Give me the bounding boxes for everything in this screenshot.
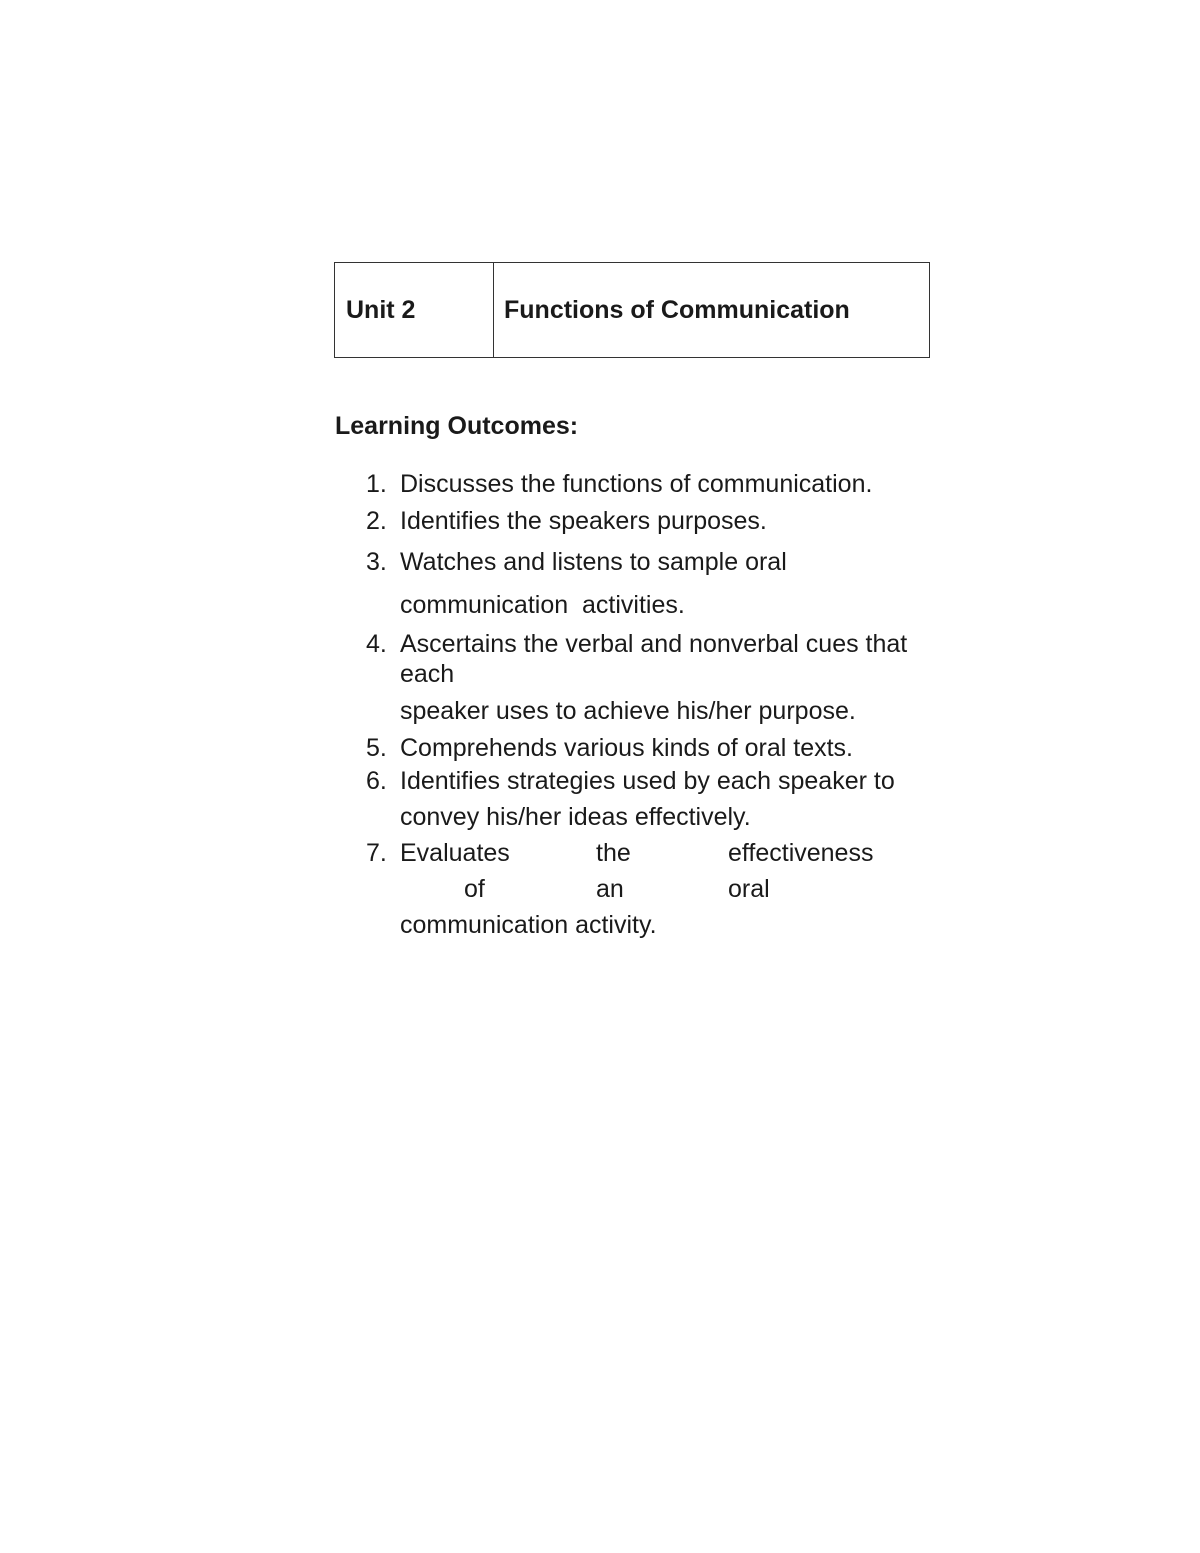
outcome-1-line-1: Discusses the functions of communication. xyxy=(400,470,873,498)
unit-number: Unit 2 xyxy=(346,295,416,324)
outcome-number-7: 7. xyxy=(366,839,387,867)
outcome-7-last-line: communication activity. xyxy=(400,911,657,939)
unit-title: Functions of Communication xyxy=(504,295,850,324)
outcome-5-line-1: Comprehends various kinds of oral texts. xyxy=(400,734,853,762)
outcome-7-word-4: of xyxy=(464,875,485,903)
unit-number-cell xyxy=(335,263,494,357)
outcome-7-word-5: an xyxy=(596,875,624,903)
outcome-4-line-3: speaker uses to achieve his/her purpose. xyxy=(400,697,856,725)
outcome-2-line-1: Identifies the speakers purposes. xyxy=(400,507,767,535)
outcome-4-line-2: each xyxy=(400,660,455,688)
outcome-4-line-1: Ascertains the verbal and nonverbal cues that xyxy=(400,630,908,658)
outcome-number-3: 3. xyxy=(366,548,387,576)
outcome-7-word-1: Evaluates xyxy=(400,839,510,867)
outcome-3-line-1: Watches and listens to sample oral xyxy=(400,548,787,576)
unit-title-cell xyxy=(494,263,929,357)
outcome-number-1: 1. xyxy=(366,470,387,498)
outcome-number-4: 4. xyxy=(366,630,387,658)
unit-header-table xyxy=(334,262,930,358)
outcome-7-word-6: oral xyxy=(728,875,770,903)
outcome-7-word-2: the xyxy=(596,839,631,867)
outcome-number-2: 2. xyxy=(366,507,387,535)
learning-outcomes-heading: Learning Outcomes: xyxy=(335,412,579,440)
outcome-7-word-3: effectiveness xyxy=(728,839,874,867)
outcome-6-line-1: Identifies strategies used by each speaker to xyxy=(400,767,895,795)
outcome-number-6: 6. xyxy=(366,767,387,795)
outcome-3-line-2: communication activities. xyxy=(400,591,685,619)
outcome-6-line-2: convey his/her ideas effectively. xyxy=(400,803,751,831)
outcome-number-5: 5. xyxy=(366,734,387,762)
